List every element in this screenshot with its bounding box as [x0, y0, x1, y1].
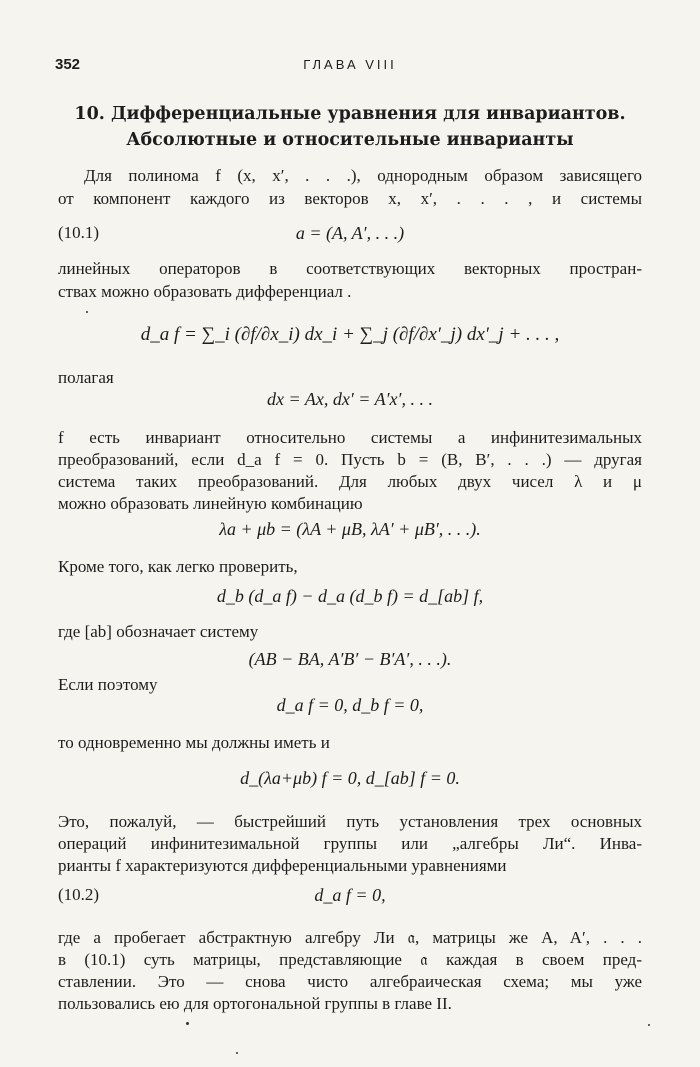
page-number: 352: [55, 56, 81, 73]
paragraph-line: Кроме того, как легко проверить,: [58, 557, 298, 576]
scan-speck: [86, 311, 88, 313]
scan-speck: [648, 1024, 650, 1026]
section-title-line2: Абсолютные и относительные инварианты: [126, 130, 574, 150]
linear-combination-formula: λa + μb = (λA + μB, λA′ + μB′, . . .).: [219, 519, 481, 539]
paragraph-line: в (10.1) суть матрицы, представляющие 𝔞 каждая в своем пред-: [58, 950, 642, 969]
paragraph-line: где [ab] обозначает систему: [58, 622, 259, 641]
scan-speck: [236, 1052, 238, 1054]
paragraph-line: Если поэтому: [58, 675, 158, 694]
paragraph-line: линейных операторов в соответствующих векторных простран-: [58, 259, 642, 278]
running-header: ГЛАВА VIII: [303, 57, 397, 72]
differential-formula: d_a f = ∑_i (∂f/∂x_i) dx_i + ∑_j (∂f/∂x′_j) dx′_j + . . . ,: [140, 324, 560, 345]
paragraph-line: операций инфинитезимальной группы или „алгебры Ли“. Инва-: [58, 834, 642, 853]
paragraph-line: можно образовать линейную комбинацию: [58, 494, 363, 513]
paragraph-line: полагая: [58, 368, 114, 387]
paragraph-line: пользовались ею для ортогональной группы в главе II.: [58, 994, 452, 1013]
paragraph-line: то одновременно мы должны иметь и: [58, 733, 330, 752]
paragraph-line: f есть инвариант относительно системы a инфинитезимальных: [58, 428, 642, 447]
section-title-line1: 10. Дифференциальные уравнения для инвариантов.: [74, 104, 626, 124]
paragraph-line: где a пробегает абстрактную алгебру Ли 𝔞, матрицы же A, A′, . . .: [58, 928, 642, 947]
commutator-formula: d_b (d_a f) − d_a (d_b f) = d_[ab] f,: [216, 586, 484, 606]
equation-number: (10.2): [58, 885, 100, 904]
paragraph-line: ствах можно образовать дифференциал .: [58, 282, 352, 301]
commutator-system-formula: (AB − BA, A′B′ − B′A′, . . .).: [248, 649, 452, 669]
paragraph-line: ставлении. Это — снова чисто алгебраическая схема; мы уже: [58, 972, 642, 991]
equation-number: (10.1): [58, 223, 100, 242]
paragraph-line: система таких преобразований. Для любых двух чисел λ и μ: [58, 472, 642, 491]
paragraph-line: Для полинома f (x, x′, . . .), однородным образом зависящего: [84, 166, 642, 185]
combined-conditions-formula: d_(λa+μb) f = 0, d_[ab] f = 0.: [240, 768, 460, 788]
scan-speck: [186, 1022, 189, 1025]
equation-10-2: d_a f = 0,: [314, 885, 386, 905]
paragraph-line: преобразований, если d_a f = 0. Пусть b = (B, B′, . . .) — другая: [58, 450, 642, 469]
paragraph-line: рианты f характеризуются дифференциальными уравнениями: [58, 856, 507, 875]
invariance-conditions-formula: d_a f = 0, d_b f = 0,: [276, 695, 424, 715]
substitution-formula: dx = Ax, dx′ = A′x′, . . .: [267, 389, 433, 409]
paragraph-line: от компонент каждого из векторов x, x′, . . . , и системы: [58, 189, 642, 208]
paragraph-line: Это, пожалуй, — быстрейший путь установления трех основных: [58, 812, 642, 831]
equation-10-1: a = (A, A′, . . .): [295, 223, 405, 243]
